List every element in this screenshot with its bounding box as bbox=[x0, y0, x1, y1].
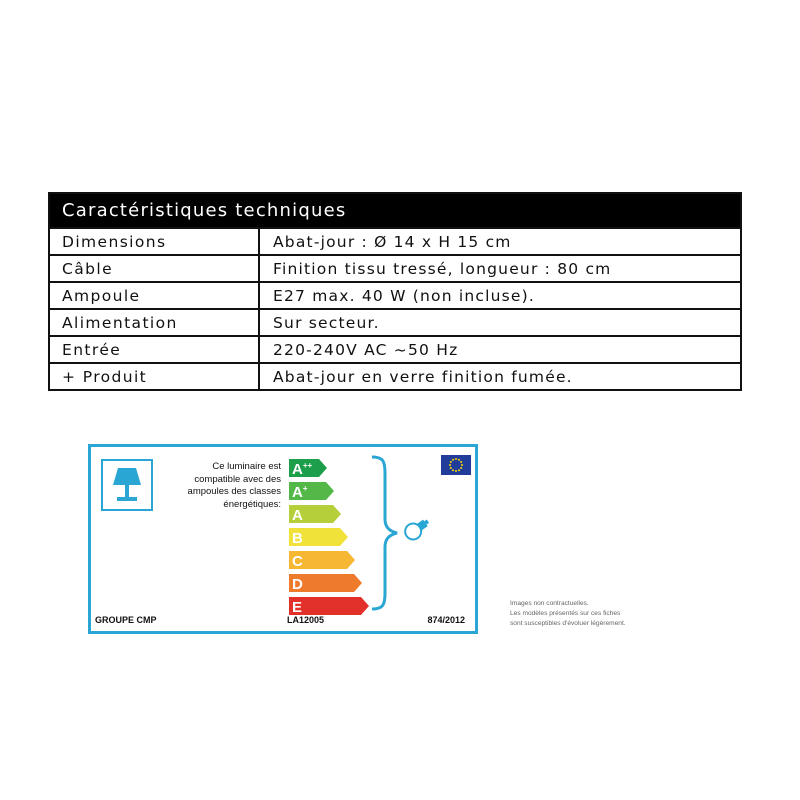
compat-line: ampoules des classes bbox=[187, 486, 281, 497]
energy-class-arrow bbox=[289, 505, 341, 524]
spec-label: Câble bbox=[50, 256, 260, 281]
svg-text:A++: A++ bbox=[292, 461, 313, 478]
spec-value: E27 max. 40 W (non incluse). bbox=[273, 287, 536, 305]
energy-class-arrow bbox=[289, 459, 327, 478]
table-row bbox=[50, 308, 740, 335]
disclaimer-line: Les modèles présentés sur ces fiches bbox=[510, 610, 621, 617]
disclaimer bbox=[510, 599, 690, 629]
spec-value: Abat-jour en verre finition fumée. bbox=[273, 368, 573, 386]
energy-class-arrow bbox=[289, 574, 362, 593]
spec-label: Entrée bbox=[50, 337, 260, 362]
table-row bbox=[50, 254, 740, 281]
disclaimer-line: Images non contractuelles. bbox=[510, 600, 589, 607]
energy-class-arrow bbox=[289, 551, 355, 570]
table-row bbox=[50, 335, 740, 362]
model-reference: LA12005 bbox=[287, 615, 325, 625]
bulb-icon bbox=[397, 515, 437, 545]
energy-class-arrow bbox=[289, 597, 369, 616]
manufacturer-name: GROUPE CMP bbox=[95, 615, 157, 625]
compat-line: Ce luminaire est bbox=[212, 461, 281, 472]
regulation-number: 874/2012 bbox=[427, 615, 465, 625]
spec-value: Abat-jour : Ø 14 x H 15 cm bbox=[273, 233, 512, 251]
svg-text:D: D bbox=[292, 576, 303, 593]
svg-text:C: C bbox=[292, 553, 303, 570]
spec-label: Ampoule bbox=[50, 283, 260, 308]
spec-value: Finition tissu tressé, longueur : 80 cm bbox=[273, 260, 612, 278]
energy-class-scale bbox=[289, 457, 369, 617]
svg-text:E: E bbox=[292, 599, 303, 616]
svg-text:A+: A+ bbox=[292, 484, 308, 501]
table-row bbox=[50, 281, 740, 308]
energy-class-arrow bbox=[289, 482, 334, 501]
spec-label: Alimentation bbox=[50, 310, 260, 335]
energy-class-arrow bbox=[289, 528, 348, 547]
spec-table bbox=[48, 192, 742, 391]
energy-label bbox=[88, 444, 478, 634]
svg-text:B: B bbox=[292, 530, 303, 547]
table-row bbox=[50, 362, 740, 389]
table-row bbox=[50, 227, 740, 254]
lamp-icon bbox=[101, 459, 153, 511]
spec-label: Dimensions bbox=[50, 229, 260, 254]
energy-label-footer bbox=[91, 615, 475, 627]
spec-value: Sur secteur. bbox=[273, 314, 380, 332]
compatibility-text bbox=[175, 461, 281, 511]
svg-text:A: A bbox=[292, 507, 303, 524]
disclaimer-line: sont susceptibles d'évoluer légèrement. bbox=[510, 620, 626, 627]
compat-line: énergétiques: bbox=[223, 498, 281, 510]
eu-flag-icon bbox=[441, 455, 471, 475]
spec-table-title: Caractéristiques techniques bbox=[50, 194, 740, 227]
compat-line: compatible avec des bbox=[194, 473, 281, 485]
spec-label: + Produit bbox=[50, 364, 260, 389]
spec-value: 220-240V AC ~50 Hz bbox=[273, 341, 459, 359]
